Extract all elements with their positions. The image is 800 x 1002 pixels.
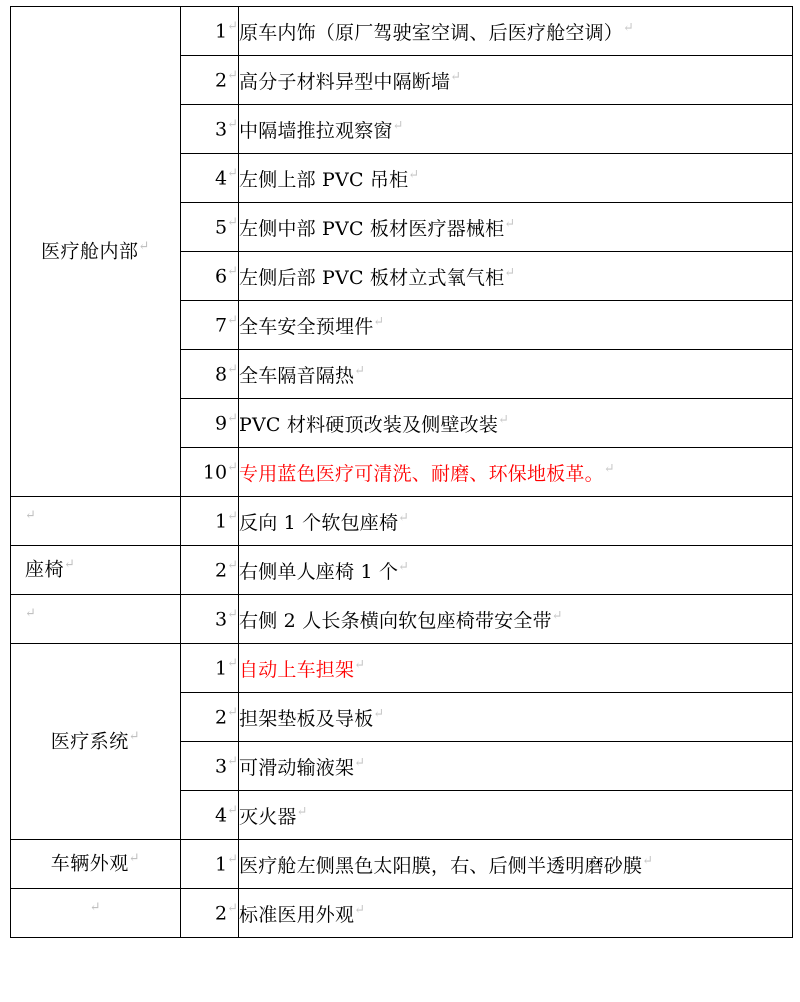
row-number: 5 xyxy=(215,216,228,239)
row-number-cell xyxy=(181,742,239,791)
row-number-cell xyxy=(181,693,239,742)
description-cell xyxy=(239,56,793,105)
row-number: 1 xyxy=(215,657,228,680)
row-number-cell xyxy=(181,301,239,350)
paragraph-mark: ↵ xyxy=(128,851,141,867)
description-cell xyxy=(239,154,793,203)
row-number: 3 xyxy=(215,608,228,631)
description-cell xyxy=(239,350,793,399)
category-label: 座椅 xyxy=(25,558,65,581)
paragraph-mark: ↵ xyxy=(64,557,76,573)
row-number: 9 xyxy=(215,412,228,435)
paragraph-mark: ↵ xyxy=(227,509,238,525)
description-text: 右侧 2 人长条横向软包座椅带安全带 xyxy=(239,609,552,632)
specification-table xyxy=(10,6,793,938)
description-cell xyxy=(239,840,793,889)
paragraph-mark: ↵ xyxy=(227,362,238,378)
description-cell xyxy=(239,301,793,350)
row-number: 1 xyxy=(215,20,228,43)
row-number: 2 xyxy=(215,559,228,582)
paragraph-mark: ↵ xyxy=(227,705,238,721)
description-cell xyxy=(239,693,793,742)
paragraph-mark: ↵ xyxy=(138,238,150,254)
row-number: 4 xyxy=(215,804,228,827)
paragraph-mark: ↵ xyxy=(227,215,238,231)
description-text: 反向 1 个软包座椅 xyxy=(239,511,399,534)
description-text: 担架垫板及导板 xyxy=(239,707,374,730)
row-number-cell xyxy=(181,595,239,644)
description-text: 左侧后部 PVC 板材立式氧气柜 xyxy=(239,266,505,289)
category-cell xyxy=(11,644,181,840)
paragraph-mark: ↵ xyxy=(450,69,462,85)
description-cell xyxy=(239,742,793,791)
table-row xyxy=(11,497,793,546)
description-cell xyxy=(239,791,793,840)
paragraph-mark: ↵ xyxy=(89,900,102,916)
paragraph-mark: ↵ xyxy=(354,657,366,673)
description-cell xyxy=(239,105,793,154)
category-cell-empty xyxy=(11,497,181,546)
row-number-cell xyxy=(181,546,239,595)
description-text: 自动上车担架 xyxy=(239,658,355,681)
row-number: 2 xyxy=(215,69,228,92)
row-number-cell xyxy=(181,497,239,546)
row-number-cell xyxy=(181,889,239,938)
row-number-cell xyxy=(181,350,239,399)
row-number: 3 xyxy=(215,755,228,778)
paragraph-mark: ↵ xyxy=(642,853,654,869)
row-number: 1 xyxy=(215,510,228,533)
description-text: 可滑动输液架 xyxy=(239,756,355,779)
category-cell xyxy=(11,840,181,889)
category-cell-empty xyxy=(11,595,181,644)
description-text: 专用蓝色医疗可清洗、耐磨、环保地板革。 xyxy=(239,462,604,485)
row-number-cell xyxy=(181,154,239,203)
category-cell-empty xyxy=(11,889,181,938)
paragraph-mark: ↵ xyxy=(392,118,404,134)
paragraph-mark: ↵ xyxy=(296,804,308,820)
description-text: 右侧单人座椅 1 个 xyxy=(239,560,399,583)
paragraph-mark: ↵ xyxy=(504,216,516,232)
paragraph-mark: ↵ xyxy=(373,706,385,722)
paragraph-mark: ↵ xyxy=(398,510,410,526)
description-text: 全车隔音隔热 xyxy=(239,364,355,387)
paragraph-mark: ↵ xyxy=(227,460,238,476)
paragraph-mark: ↵ xyxy=(373,314,385,330)
paragraph-mark: ↵ xyxy=(227,313,238,329)
paragraph-mark: ↵ xyxy=(408,167,420,183)
paragraph-mark: ↵ xyxy=(354,902,366,918)
paragraph-mark: ↵ xyxy=(504,265,516,281)
table-row xyxy=(11,889,793,938)
paragraph-mark: ↵ xyxy=(498,412,510,428)
description-text: 中隔墙推拉观察窗 xyxy=(239,119,393,142)
row-number-cell xyxy=(181,203,239,252)
description-text: 左侧中部 PVC 板材医疗器械柜 xyxy=(239,217,505,240)
paragraph-mark: ↵ xyxy=(227,166,238,182)
paragraph-mark: ↵ xyxy=(398,559,410,575)
paragraph-mark: ↵ xyxy=(128,728,141,744)
paragraph-mark: ↵ xyxy=(603,461,615,477)
description-text: 医疗舱左侧黑色太阳膜，右、后侧半透明磨砂膜 xyxy=(239,854,643,877)
description-cell xyxy=(239,644,793,693)
description-cell xyxy=(239,399,793,448)
paragraph-mark: ↵ xyxy=(227,558,238,574)
table-row xyxy=(11,840,793,889)
paragraph-mark: ↵ xyxy=(227,901,238,917)
row-number: 1 xyxy=(215,853,228,876)
table-body xyxy=(11,7,793,938)
row-number: 3 xyxy=(215,118,228,141)
description-text: 全车安全预埋件 xyxy=(239,315,374,338)
paragraph-mark: ↵ xyxy=(227,656,238,672)
paragraph-mark: ↵ xyxy=(551,608,563,624)
row-number: 10 xyxy=(202,461,228,484)
description-cell xyxy=(239,203,793,252)
category-label: 医疗舱内部 xyxy=(41,240,139,263)
description-text: PVC 材料硬顶改装及侧壁改装 xyxy=(239,413,499,436)
paragraph-mark: ↵ xyxy=(25,508,37,524)
paragraph-mark: ↵ xyxy=(227,607,238,623)
paragraph-mark: ↵ xyxy=(227,411,238,427)
paragraph-mark: ↵ xyxy=(623,20,635,36)
table-row xyxy=(11,7,793,56)
row-number-cell xyxy=(181,105,239,154)
description-text: 标准医用外观 xyxy=(239,903,355,926)
row-number-cell xyxy=(181,644,239,693)
category-label: 车辆外观 xyxy=(50,852,129,875)
description-cell xyxy=(239,252,793,301)
description-text: 高分子材料异型中隔断墙 xyxy=(239,70,451,93)
paragraph-mark: ↵ xyxy=(227,19,238,35)
row-number-cell xyxy=(181,791,239,840)
row-number: 2 xyxy=(215,706,228,729)
table-row xyxy=(11,644,793,693)
paragraph-mark: ↵ xyxy=(227,754,238,770)
row-number: 4 xyxy=(215,167,228,190)
description-cell xyxy=(239,448,793,497)
description-cell xyxy=(239,7,793,56)
table-row xyxy=(11,595,793,644)
table-row xyxy=(11,546,793,595)
description-text: 原车内饰（原厂驾驶室空调、后医疗舱空调） xyxy=(239,21,624,44)
category-cell xyxy=(11,7,181,497)
category-cell xyxy=(11,546,181,595)
row-number-cell xyxy=(181,252,239,301)
row-number: 8 xyxy=(215,363,228,386)
row-number: 6 xyxy=(215,265,228,288)
row-number-cell xyxy=(181,448,239,497)
description-cell xyxy=(239,595,793,644)
paragraph-mark: ↵ xyxy=(227,68,238,84)
paragraph-mark: ↵ xyxy=(354,363,366,379)
row-number-cell xyxy=(181,840,239,889)
paragraph-mark: ↵ xyxy=(227,852,238,868)
paragraph-mark: ↵ xyxy=(227,264,238,280)
row-number-cell xyxy=(181,56,239,105)
paragraph-mark: ↵ xyxy=(25,606,37,622)
description-text: 左侧上部 PVC 吊柜 xyxy=(239,168,409,191)
description-cell xyxy=(239,546,793,595)
row-number-cell xyxy=(181,7,239,56)
row-number-cell xyxy=(181,399,239,448)
description-text: 灭火器 xyxy=(239,805,297,828)
row-number: 7 xyxy=(215,314,228,337)
paragraph-mark: ↵ xyxy=(227,803,238,819)
row-number: 2 xyxy=(215,902,228,925)
category-label: 医疗系统 xyxy=(50,730,129,753)
description-cell xyxy=(239,497,793,546)
paragraph-mark: ↵ xyxy=(354,755,366,771)
paragraph-mark: ↵ xyxy=(227,117,238,133)
description-cell xyxy=(239,889,793,938)
